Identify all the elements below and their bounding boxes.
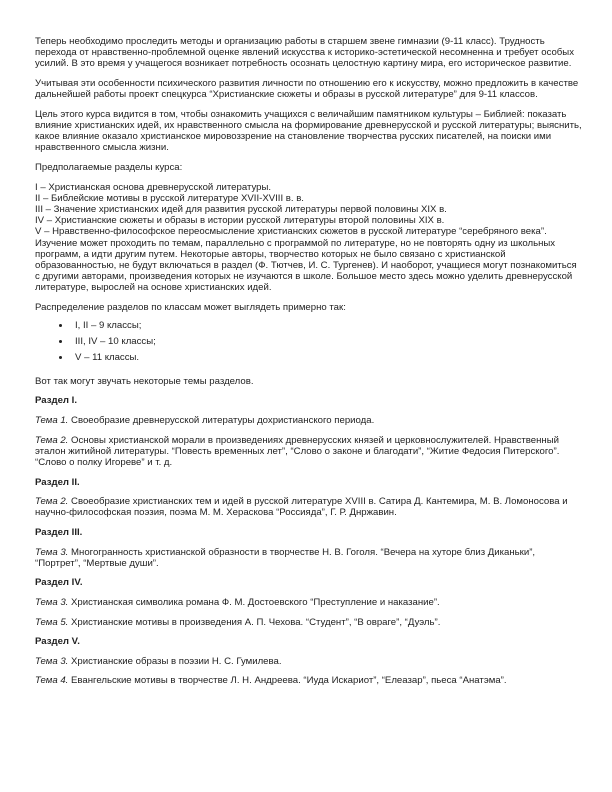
- grade-distribution-list: [35, 320, 583, 363]
- theme-text: Христианская символика романа Ф. М. Достоевского “Преступление и наказание”.: [68, 596, 440, 608]
- theme-label: Тема 3.: [35, 596, 69, 608]
- sections-intro: Предполагаемые разделы курса:: [35, 162, 183, 173]
- document-body: [35, 36, 583, 695]
- theme-text: Христианские образы в поэзии Н. С. Гумилева.: [68, 655, 282, 667]
- theme-text: Многогранность христианской образности в творчестве Н. В. Гоголя. “Вечера на хуторе близ Диканьки”, “Портрет”, “Мертвые души”.: [35, 546, 536, 569]
- themes-intro: Вот так могут звучать некоторые темы разделов.: [35, 375, 254, 387]
- course-section-line: V – Нравственно-философское переосмысление христианских сюжетов в русской литературе “серебряного века”.: [35, 226, 547, 238]
- theme-label: Тема 1.: [35, 415, 69, 427]
- theme-text: Своеобразие древнерусской литературы дохристианского периода.: [68, 415, 375, 427]
- theme-paragraph: [35, 597, 583, 608]
- theme-text: Христианские мотивы в произведения А. П. Чехова. “Студент”, “В овраге”, “Дуэль”.: [68, 616, 441, 628]
- list-item: • I, II – 9 классы;: [71, 320, 583, 331]
- theme-label: Тема 3.: [35, 546, 69, 558]
- theme-label: Тема 2.: [35, 434, 69, 446]
- course-goal-paragraph: Цель этого курса видится в том, чтобы ознакомить учащихся с величайшим памятником культуры – Библией: показать влияние христианских идей, их нравственного смысла на формирование древнерусской и русской литературы; выяснить, какое влияние оказало христианское мировоззрение на становление творчества русских писателей, на поиски ими нравственного смысла жизни.: [35, 108, 582, 154]
- study-note-paragraph: Изучение может проходить по темам, параллельно с программой по литературе, но не повторять одну из школьных программ, а идти другим путем. Некоторые авторы, творчество которых не было связано с христианской образованностью, не будут включаться в раздел (Ф. Тютчев, И. С. Тургенев). И наоборот, учащиеся могут познакомиться с другими авторами, произведения которых не изучаются в школе. Большое место здесь можно уделить древнерусской литературе, вырослей на основе христианских идей.: [35, 237, 577, 294]
- theme-paragraph: [35, 415, 583, 426]
- intro-paragraph-1: Теперь необходимо проследить методы и организацию работы в старшем звене гимназии (9-11 класс). Трудность перехода от нравственно-проблемной оценке явлений искусства к историко-эстетической несомненна и требует особых усилий. В это время у учащегося возникает потребность осознать целостную картину мира, его историческое развитие.: [35, 36, 574, 70]
- course-sections-list: [35, 182, 583, 238]
- theme-text: Своеобразие христианских тем и идей в русской литературе XVIII в. Сатира Д. Кантемира, М. В. Ломоносова и научно-философская поэзия, поэма М. М. Хераскова “Россияда”, Г. Р. Днржавин.: [35, 496, 568, 519]
- theme-paragraph: [35, 656, 583, 667]
- section-heading: Раздел II.: [35, 476, 80, 488]
- course-section-line: II – Библейские мотивы в русской литературе XVII-XVIII в. в.: [35, 192, 304, 204]
- theme-label: Тема 2.: [35, 496, 69, 508]
- course-section-line: III – Значение христианских идей для развития русской литературы первой половины XIX в.: [35, 204, 447, 215]
- list-item: • V – 11 классы.: [71, 352, 583, 363]
- theme-paragraph: [35, 675, 583, 686]
- theme-paragraph: [35, 435, 583, 469]
- distribution-intro: Распределение разделов по классам может выглядеть примерно так:: [35, 302, 346, 314]
- theme-text: Основы христианской морали в произведениях древнерусских князей и церковнослужителей. Нравственный эталон житийной литературы. “Повесть временных лет”, “Слово о законе и благодати”, “Житие Федосия Питерского”. “Слово о полку Игореве” и т. д.: [35, 434, 560, 469]
- list-item: • III, IV – 10 классы;: [71, 336, 583, 347]
- theme-paragraph: [35, 547, 583, 569]
- section-heading: Раздел IV.: [35, 577, 83, 589]
- theme-paragraph: [35, 496, 583, 518]
- course-section-line: I – Христианская основа древнерусской литературы.: [35, 181, 272, 193]
- course-section-line: IV – Христианские сюжеты и образы в истории русской литературы второй половины XIX в.: [35, 215, 445, 227]
- theme-label: Тема 5.: [35, 616, 69, 628]
- theme-paragraph: [35, 617, 583, 628]
- theme-label: Тема 3.: [35, 655, 69, 667]
- intro-paragraph-2: Учитывая эти особенности психического развития личности по отношению его к искусству, можно предложить в качестве дальнейшей работы проект спецкурса “Христианские сюжеты и образы в русской литературе” для 9-11 классов.: [35, 78, 579, 101]
- section-heading: Раздел I.: [35, 395, 78, 407]
- section-heading: Раздел III.: [35, 527, 83, 538]
- theme-text: Евангельские мотивы в творчестве Л. Н. Андреева. “Иуда Искариот”, “Елеазар”, пьеса “Анатэма”.: [68, 675, 507, 687]
- theme-label: Тема 4.: [35, 675, 69, 687]
- section-heading: Раздел V.: [35, 636, 80, 648]
